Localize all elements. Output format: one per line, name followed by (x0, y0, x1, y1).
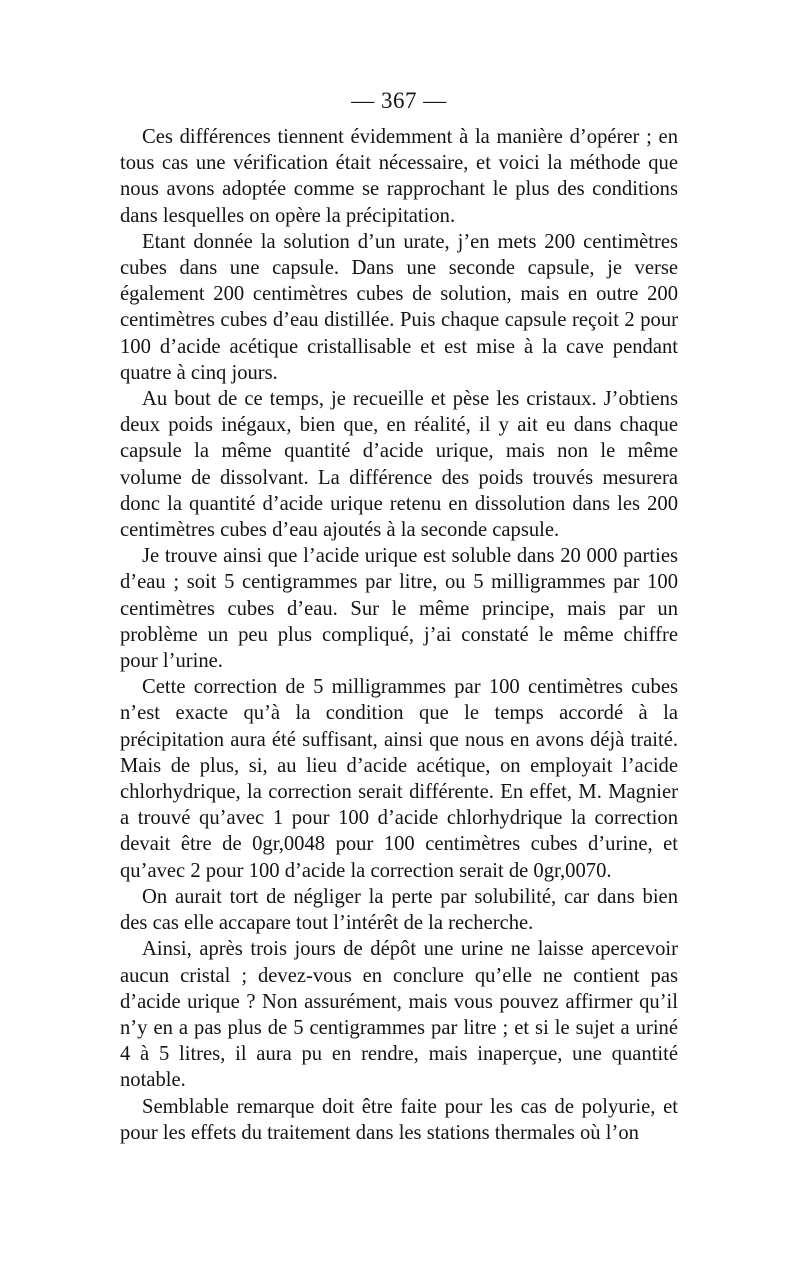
paragraph-2: Etant donnée la solution d’un urate, j’en mets 200 centimètres cubes dans une capsule. Dans une seconde capsule, je verse également 200 centimètres cubes de solution, mais en outre 200 centimètres cubes d’eau distillée. Puis chaque capsule reçoit 2 pour 100 d’acide acétique cristallisable et est mise à la cave pendant quatre à cinq jours. (120, 230, 678, 384)
paragraph-4: Je trouve ainsi que l’acide urique est soluble dans 20 000 parties d’eau ; soit 5 centigrammes par litre, ou 5 milligrammes par 100 centimètres cubes d’eau. Sur le même principe, mais par un problème un peu plus compliqué, j’ai constaté le même chiffre pour l’urine. (120, 545, 678, 673)
page-number: — 367 — (351, 88, 447, 113)
page-body (120, 86, 678, 1146)
paragraph-7: Ainsi, après trois jours de dépôt une urine ne laisse apercevoir aucun cristal ; devez-vous en conclure qu’elle ne contient pas d’acide urique ? Non assurément, mais vous pouvez affirmer qu’il n’y en a pas plus de 5 centigrammes par litre ; et si le sujet a uriné 4 à 5 litres, il aura pu en rendre, mais inaperçue, une quantité notable. (120, 938, 678, 1092)
paragraph-8: Semblable remarque doit être faite pour les cas de polyurie, et pour les effets du traitement dans les stations thermales où l’on (120, 1095, 678, 1144)
paragraph-1: Ces différences tiennent évidemment à la manière d’opérer ; en tous cas une vérification était nécessaire, et voici la méthode que nous avons adoptée comme se rapprochant le plus des conditions dans lesquelles on opère la précipitation. (120, 126, 678, 227)
paragraph-5: Cette correction de 5 milligrammes par 100 centimètres cubes n’est exacte qu’à la condition que le temps accordé à la précipitation aura été suffisant, ainsi que nous en avons déjà traité. Mais de plus, si, au lieu d’acide acétique, on employait l’acide chlorhydrique, la correction serait différente. En effet, M. Magnier a trouvé qu’avec 1 pour 100 d’acide chlorhydrique la correction devait être de 0gr,0048 pour 100 centimètres cubes d’urine, et qu’avec 2 pour 100 d’acide la correction serait de 0gr,0070. (120, 676, 678, 882)
paragraph-3: Au bout de ce temps, je recueille et pèse les cristaux. J’obtiens deux poids inégaux, bien que, en réalité, il y ait eu dans chaque capsule la même quantité d’acide urique, mais non le même volume de dissolvant. La différence des poids trouvés mesurera donc la quantité d’acide urique retenu en dissolution dans les 200 centimètres cubes d’eau ajoutés à la seconde capsule. (120, 388, 678, 542)
paragraph-6: On aurait tort de négliger la perte par solubilité, car dans bien des cas elle accapare tout l’intérêt de la recherche. (120, 885, 678, 935)
